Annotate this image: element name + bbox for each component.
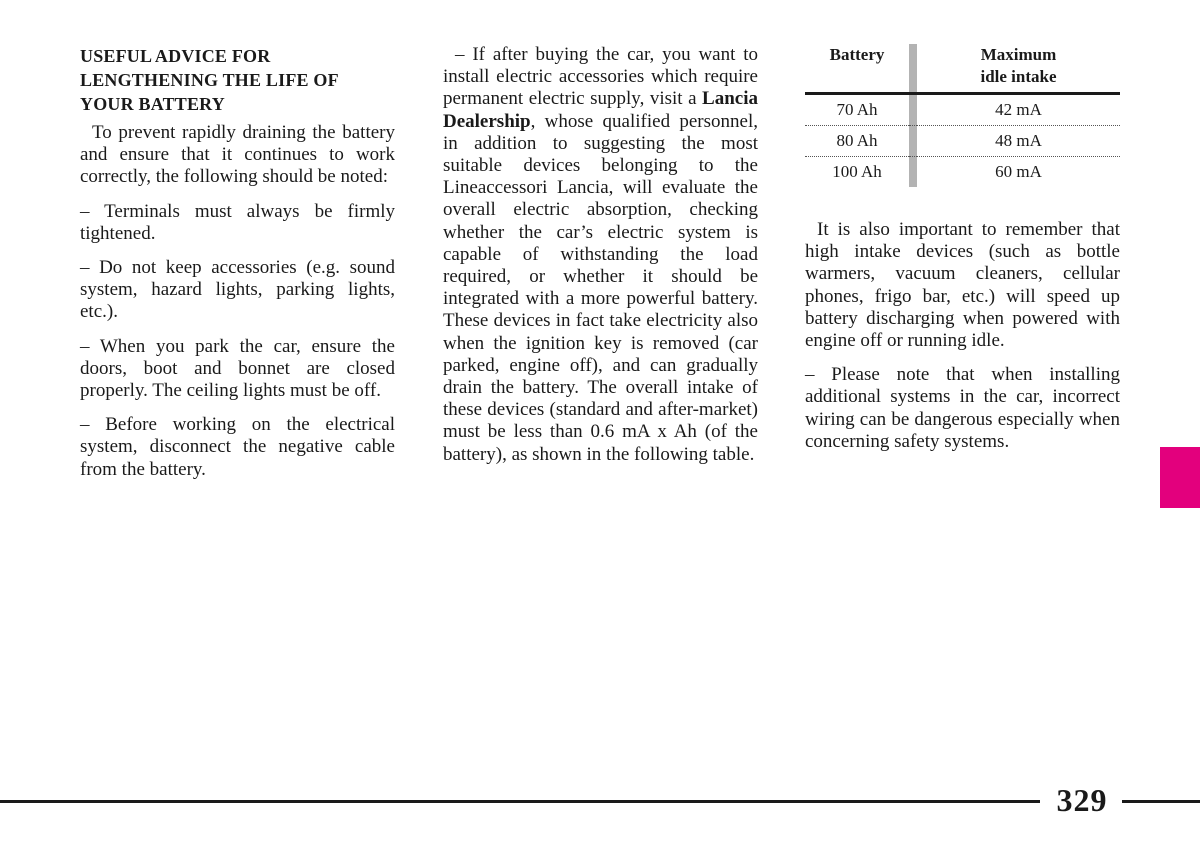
wiring-warning-paragraph: – Please note that when installing additional systems in the car, incorrect wiring can be dangerous especially when concerning safety systems. (805, 364, 1120, 452)
intake-cell: 60 mA (995, 162, 1042, 181)
table-row (805, 157, 1120, 188)
table-row (805, 94, 1120, 126)
accessories-text-part2: , whose qualified personnel, in addition to suggesting the most suitable devices belonging to the Lineaccessori Lancia, will evaluate the overall electric absorption, checking whether the car’s electric system is capable of withstanding the load required, or whether it should be integrated with a more powerful battery. These devices in fact take electricity also when the ignition key is removed (car parked, engine off), and can gradually drain the battery. The overall intake of these devices (standard and after-market) must be less than 0.6 mA x Ah (of the battery), as shown in the following table. (443, 110, 758, 465)
footer-rule-left (0, 800, 1040, 803)
table-header-row (805, 44, 1120, 94)
intake-cell: 48 mA (917, 126, 1120, 157)
intake-cell: 42 mA (917, 94, 1120, 126)
right-text (805, 219, 1120, 453)
column-separator (909, 44, 917, 94)
header-max-intake (917, 44, 1120, 94)
right-column (805, 44, 1120, 465)
advice-item: – When you park the car, ensure the doors, boot and bonnet are closed properly. The ceiling lights must be off. (80, 335, 395, 402)
column-separator (909, 126, 917, 157)
battery-cell: 70 Ah (805, 94, 909, 126)
battery-cell: 100 Ah (832, 162, 882, 181)
page-number: 329 (1056, 782, 1108, 818)
header-intake-line1: Maximum (980, 45, 1057, 64)
accessories-paragraph (443, 44, 758, 466)
middle-column (443, 44, 758, 478)
battery-intake-table (805, 44, 1120, 187)
intake-devices-paragraph: It is also important to remember that high intake devices (such as bottle warmers, vacuum cleaners, cellular phones, frigo bar, etc.) will speed up battery discharging when powered with engine off or running idle. (805, 219, 1120, 352)
section-heading: USEFUL ADVICE FOR LENGTHENING THE LIFE OF YOUR BATTERY (80, 46, 339, 114)
dealership-name: Lancia Dealership (443, 88, 758, 132)
intro-paragraph: To prevent rapidly draining the battery and ensure that it continues to work correctly, the following should be noted: (80, 122, 395, 188)
footer-rule-right (1122, 800, 1200, 803)
battery-cell: 80 Ah (805, 126, 909, 157)
column-separator (909, 94, 917, 126)
advice-item: – Do not keep accessories (e.g. sound system, hazard lights, parking lights, etc.). (80, 257, 395, 323)
header-intake-line2: idle intake (980, 67, 1057, 86)
left-column (80, 44, 395, 493)
header-battery: Battery (805, 44, 909, 94)
column-separator (909, 157, 917, 188)
advice-item: – Terminals must always be firmly tightened. (80, 200, 395, 244)
table-row (805, 126, 1120, 157)
section-tab-marker (1160, 447, 1200, 508)
advice-item: – Before working on the electrical system, disconnect the negative cable from the battery. (80, 414, 395, 480)
accessories-text-part1: – If after buying the car, you want to install electric accessories which require permanent electric supply, visit a (443, 44, 758, 110)
